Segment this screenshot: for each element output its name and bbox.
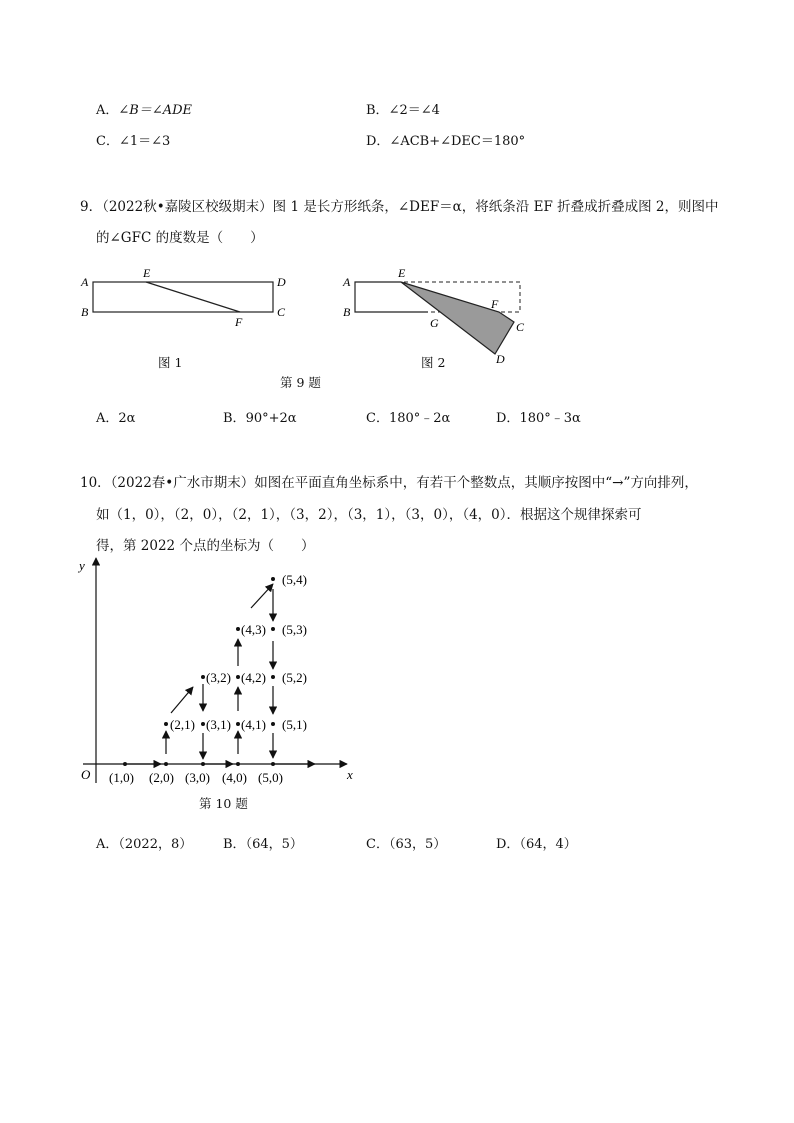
- label-2-1: (2,1): [170, 717, 195, 732]
- q8-option-d-label: D．: [366, 134, 390, 149]
- q8-option-c: [96, 133, 170, 151]
- q9-option-c: [366, 410, 450, 428]
- point-4-2: [236, 675, 240, 679]
- q9-option-b-label: B．: [223, 411, 246, 426]
- q9-figure-caption: 第 9 题: [280, 375, 321, 390]
- x-axis-label: x: [347, 767, 353, 782]
- q9-option-d-label: D．: [496, 411, 520, 426]
- q10-stem-line2: 如（1，0），（2，0），（2，1），（3，2），（3，1），（3，0），（4，0）．根据这个规律探索可: [96, 507, 642, 523]
- label-2-0: (2,0): [149, 770, 174, 785]
- origin-label: O: [81, 767, 91, 782]
- q8-option-b-label: B．: [366, 103, 389, 118]
- q9-option-a-text: 2α: [118, 411, 136, 426]
- fig2-label-f: F: [491, 297, 499, 311]
- label-5-2: (5,2): [282, 670, 307, 685]
- q9-option-a-label: A．: [96, 411, 119, 426]
- q8-option-d-text: ∠ACB+∠DEC＝180°: [389, 134, 526, 149]
- label-3-2: (3,2): [206, 670, 231, 685]
- q10-option-d-label: D．: [496, 837, 520, 852]
- label-3-1: (3,1): [206, 717, 231, 732]
- label-3-0: (3,0): [185, 770, 210, 785]
- y-axis-label: y: [79, 558, 85, 573]
- q9-option-c-label: C．: [366, 411, 389, 426]
- point-4-0: [236, 762, 240, 766]
- q9-stem-line1: 9．（2022秋•嘉陵区校级期末）图 1 是长方形纸条，∠DEF＝α，将纸条沿 EF 折叠成折叠成图 2，则图中: [80, 199, 719, 215]
- q10-option-b-text: （64，5）: [245, 837, 303, 852]
- fig1-label-d: D: [277, 275, 286, 289]
- q9-option-d: [496, 410, 581, 428]
- q9-fig1-caption: 图 1: [158, 355, 183, 370]
- point-2-1: [164, 722, 168, 726]
- q9-option-d-text: 180°﹣3α: [519, 411, 581, 426]
- q10-option-d: [496, 836, 577, 854]
- fig2-folded-part: [401, 282, 514, 354]
- q9-option-b: [223, 410, 297, 428]
- q9-stem-line2: 的∠GFC 的度数是（ ）: [96, 230, 264, 246]
- q9-option-c-text: 180°﹣2α: [388, 411, 451, 426]
- label-5-0: (5,0): [258, 770, 283, 785]
- q10-option-c: [366, 836, 446, 854]
- q8-option-a: [96, 102, 192, 120]
- label-1-0: (1,0): [109, 770, 134, 785]
- point-3-1: [201, 722, 205, 726]
- point-5-1: [271, 722, 275, 726]
- fig1-label-c: C: [277, 305, 286, 319]
- fig1-label-f: F: [235, 315, 243, 329]
- fig2-label-e: E: [398, 266, 406, 280]
- q8-option-c-label: C．: [96, 134, 119, 149]
- point-1-0: [123, 762, 127, 766]
- q9-figure-1: [70, 262, 310, 362]
- q10-option-b: [223, 836, 303, 854]
- q9-fig2-caption: 图 2: [421, 355, 446, 370]
- q10-stem-line1: 10．（2022春•广水市期末）如图在平面直角坐标系中，有若干个整数点，其顺序按图中“→”方向排列，: [80, 475, 698, 491]
- fig1-label-b: B: [81, 305, 89, 319]
- point-4-3: [236, 627, 240, 631]
- point-4-1: [236, 722, 240, 726]
- fig2-label-d: D: [496, 352, 505, 366]
- label-5-4: (5,4): [282, 572, 307, 587]
- q10-stem-line3: 得，第 2022 个点的坐标为（ ）: [96, 538, 315, 554]
- fig2-label-b: B: [343, 305, 351, 319]
- point-5-4: [271, 577, 275, 581]
- q10-option-b-label: B．: [223, 837, 246, 852]
- arrow-43-54: [251, 584, 273, 608]
- point-5-3: [271, 627, 275, 631]
- fig1-label-a: A: [81, 275, 89, 289]
- q10-option-a-label: A．: [96, 837, 119, 852]
- point-2-0: [164, 762, 168, 766]
- q8-option-a-label: A．: [96, 103, 119, 118]
- q8-option-c-text: ∠1＝∠3: [118, 134, 171, 149]
- q8-option-b: [366, 102, 440, 120]
- arrow-21-32: [171, 687, 193, 713]
- q10-option-a-text: （2022，8）: [118, 837, 193, 852]
- q10-option-c-label: C．: [366, 837, 389, 852]
- point-5-2: [271, 675, 275, 679]
- label-4-2: (4,2): [241, 670, 266, 685]
- q10-option-a: [96, 836, 192, 854]
- q8-option-a-text: ∠B＝∠ADE: [118, 103, 193, 118]
- label-4-0: (4,0): [222, 770, 247, 785]
- fig2-label-c: C: [516, 320, 525, 334]
- q10-coordinate-figure: [75, 553, 375, 803]
- point-3-2: [201, 675, 205, 679]
- q10-figure-caption: 第 10 题: [199, 796, 248, 811]
- point-3-0: [201, 762, 205, 766]
- label-4-3: (4,3): [241, 622, 266, 637]
- fig2-label-a: A: [343, 275, 351, 289]
- q8-option-d: [366, 133, 525, 151]
- point-5-0: [271, 762, 275, 766]
- label-4-1: (4,1): [241, 717, 266, 732]
- q9-option-a: [96, 410, 135, 428]
- fig1-rectangle: [93, 282, 273, 312]
- label-5-3: (5,3): [282, 622, 307, 637]
- q8-option-b-text: ∠2＝∠4: [388, 103, 440, 118]
- q10-option-d-text: （64，4）: [519, 837, 577, 852]
- q10-option-c-text: （63，5）: [388, 837, 447, 852]
- fig1-label-e: E: [143, 266, 151, 280]
- label-5-1: (5,1): [282, 717, 307, 732]
- fig2-label-g: G: [430, 316, 439, 330]
- fig1-fold-line-ef: [146, 282, 240, 312]
- q9-option-b-text: 90°+2α: [245, 411, 297, 426]
